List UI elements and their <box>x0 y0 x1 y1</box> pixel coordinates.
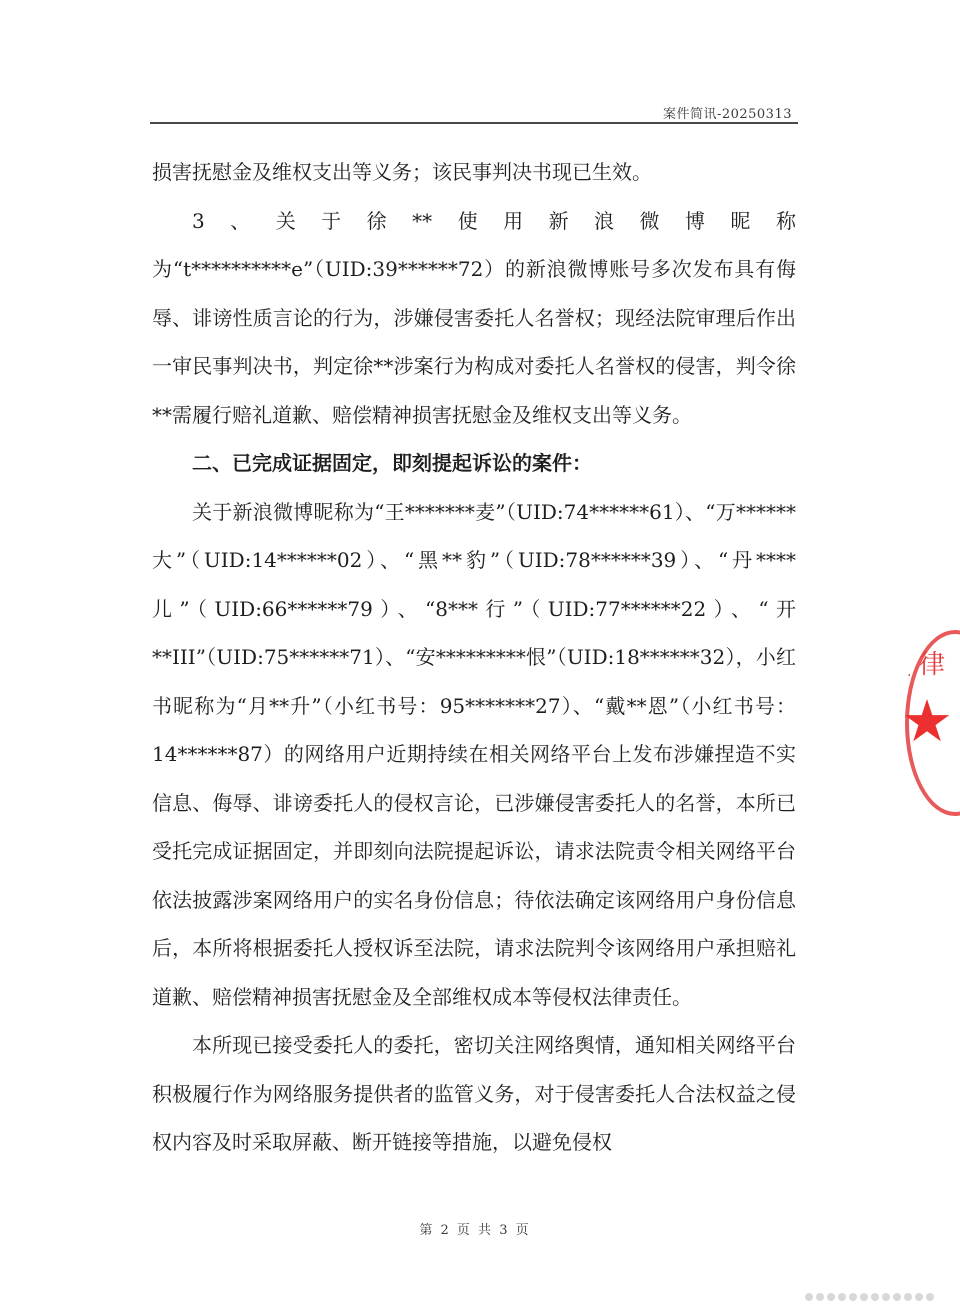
seal-character: 律 <box>919 650 946 680</box>
paragraph-evidence-cases: 关于新浪微博昵称为“王*******麦”（UID:74******61）、“万******大”（UID:14******02）、“黑**豹”（UID:78******39）、“丹****儿”（UID:66******79）、“8***行”（UID:77******22）、“开**III”（UID:75******71）、“安*********恨”（UID:18******32），小红书昵称为“月**升”（小红书号：95*******27）、“戴**恩”（小红书号：14******87）的网络用户近期持续在相关网络平台上发布涉嫌捏造不实信息、侮辱、诽谤委托人的侵权言论，已涉嫌侵害委托人的名誉，本所已受托完成证据固定，并即刻向法院提起诉讼，请求法院责令相关网络平台依法披露涉案网络用户的实名身份信息；待依法确定该网络用户身份信息后，本所将根据委托人授权诉至法院，请求法院判令该网络用户承担赔礼道歉、赔偿精神损害抚慰金及全部维权成本等侵权法律责任。 <box>152 499 796 1009</box>
page-number-footer: 第 2 页 共 3 页 <box>419 1223 531 1238</box>
document-header-title: 案件简讯-20250313 <box>662 107 792 122</box>
header-divider <box>150 122 798 124</box>
section-heading-2: 二、已完成证据固定，即刻提起诉讼的案件： <box>192 451 592 475</box>
watermark-dots-icon <box>805 1293 934 1301</box>
document-body <box>152 148 796 1167</box>
seal-star-icon: ★ <box>901 687 953 755</box>
seal-dot-icon: · <box>907 668 912 684</box>
paragraph-commission: 本所现已接受委托人的委托，密切关注网络舆情，通知相关网络平台积极履行作为网络服务提供者的监管义务，对于侵害委托人合法权益之侵权内容及时采取屏蔽、断开链接等措施，以避免侵权 <box>152 1033 796 1154</box>
paragraph-continuation: 损害抚慰金及维权支出等义务；该民事判决书现已生效。 <box>152 160 652 184</box>
red-seal-stamp <box>901 630 960 820</box>
paragraph-case-3: 3、关于徐**使用新浪微博昵称为“t**********e”（UID:39******72）的新浪微博账号多次发布具有侮辱、诽谤性质言论的行为，涉嫌侵害委托人名誉权；现经法院审理后作出一审民事判决书，判定徐**涉案行为构成对委托人名誉权的侵害，判令徐**需履行赔礼道歉、赔偿精神损害抚慰金及维权支出等义务。 <box>152 208 796 427</box>
